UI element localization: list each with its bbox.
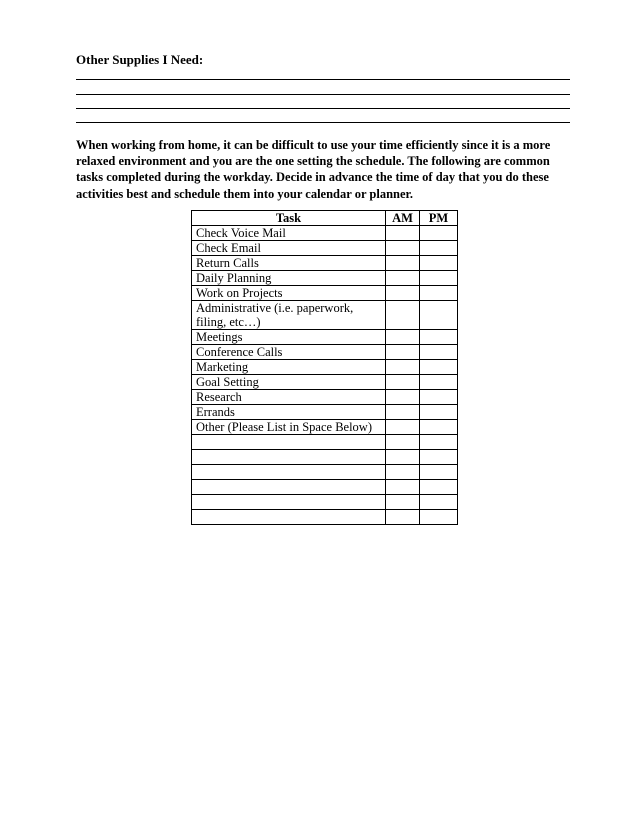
task-schedule-table <box>191 210 458 525</box>
am-cell[interactable] <box>386 241 420 256</box>
pm-cell[interactable] <box>420 450 458 465</box>
task-cell: Marketing <box>192 360 386 375</box>
am-cell[interactable] <box>386 390 420 405</box>
am-cell[interactable] <box>386 510 420 525</box>
pm-cell[interactable] <box>420 360 458 375</box>
pm-cell[interactable] <box>420 435 458 450</box>
table-row <box>192 450 458 465</box>
am-cell[interactable] <box>386 375 420 390</box>
am-cell[interactable] <box>386 420 420 435</box>
task-cell: Errands <box>192 405 386 420</box>
task-table-body <box>192 226 458 525</box>
am-cell[interactable] <box>386 450 420 465</box>
task-cell: Other (Please List in Space Below) <box>192 420 386 435</box>
am-cell[interactable] <box>386 495 420 510</box>
table-row <box>192 360 458 375</box>
table-row <box>192 510 458 525</box>
pm-cell[interactable] <box>420 271 458 286</box>
task-cell[interactable] <box>192 480 386 495</box>
task-cell[interactable] <box>192 435 386 450</box>
task-cell: Research <box>192 390 386 405</box>
task-cell: Daily Planning <box>192 271 386 286</box>
table-row <box>192 420 458 435</box>
table-row <box>192 465 458 480</box>
task-cell: Check Voice Mail <box>192 226 386 241</box>
pm-cell[interactable] <box>420 405 458 420</box>
pm-cell[interactable] <box>420 375 458 390</box>
pm-column-header: PM <box>420 211 458 226</box>
task-column-header: Task <box>192 211 386 226</box>
pm-cell[interactable] <box>420 390 458 405</box>
am-cell[interactable] <box>386 360 420 375</box>
task-cell[interactable] <box>192 450 386 465</box>
table-header-row <box>192 211 458 226</box>
pm-cell[interactable] <box>420 465 458 480</box>
intro-paragraph: When working from home, it can be difficult to use your time efficiently since it is a more relaxed environment and you are the one setting the schedule. The following are common tasks completed during the workday. Decide in advance the time of day that you do these activities best and schedule them into your calendar or planner. <box>76 138 551 201</box>
pm-cell[interactable] <box>420 226 458 241</box>
supplies-line-1[interactable] <box>76 79 570 80</box>
am-column-header: AM <box>386 211 420 226</box>
table-row <box>192 286 458 301</box>
am-cell[interactable] <box>386 405 420 420</box>
am-cell[interactable] <box>386 286 420 301</box>
am-cell[interactable] <box>386 271 420 286</box>
am-cell[interactable] <box>386 465 420 480</box>
pm-cell[interactable] <box>420 256 458 271</box>
table-row <box>192 241 458 256</box>
am-cell[interactable] <box>386 480 420 495</box>
task-cell: Return Calls <box>192 256 386 271</box>
task-cell[interactable] <box>192 510 386 525</box>
task-cell: Conference Calls <box>192 345 386 360</box>
task-cell[interactable] <box>192 465 386 480</box>
pm-cell[interactable] <box>420 330 458 345</box>
table-row <box>192 301 458 330</box>
pm-cell[interactable] <box>420 420 458 435</box>
table-row <box>192 390 458 405</box>
am-cell[interactable] <box>386 256 420 271</box>
table-row <box>192 271 458 286</box>
supplies-line-3[interactable] <box>76 108 570 109</box>
task-cell: Meetings <box>192 330 386 345</box>
table-row <box>192 480 458 495</box>
table-row <box>192 405 458 420</box>
pm-cell[interactable] <box>420 301 458 330</box>
task-cell: Administrative (i.e. paperwork, filing, etc…) <box>192 301 386 330</box>
table-row <box>192 495 458 510</box>
supplies-line-2[interactable] <box>76 94 570 95</box>
supplies-line-4[interactable] <box>76 122 570 123</box>
task-cell: Check Email <box>192 241 386 256</box>
table-row <box>192 345 458 360</box>
task-cell[interactable] <box>192 495 386 510</box>
supplies-heading: Other Supplies I Need: <box>76 52 204 67</box>
pm-cell[interactable] <box>420 495 458 510</box>
table-row <box>192 435 458 450</box>
am-cell[interactable] <box>386 330 420 345</box>
table-row <box>192 330 458 345</box>
am-cell[interactable] <box>386 345 420 360</box>
task-cell: Work on Projects <box>192 286 386 301</box>
table-row <box>192 226 458 241</box>
pm-cell[interactable] <box>420 345 458 360</box>
pm-cell[interactable] <box>420 286 458 301</box>
table-row <box>192 375 458 390</box>
pm-cell[interactable] <box>420 510 458 525</box>
am-cell[interactable] <box>386 301 420 330</box>
task-cell: Goal Setting <box>192 375 386 390</box>
pm-cell[interactable] <box>420 241 458 256</box>
am-cell[interactable] <box>386 226 420 241</box>
table-row <box>192 256 458 271</box>
pm-cell[interactable] <box>420 480 458 495</box>
am-cell[interactable] <box>386 435 420 450</box>
